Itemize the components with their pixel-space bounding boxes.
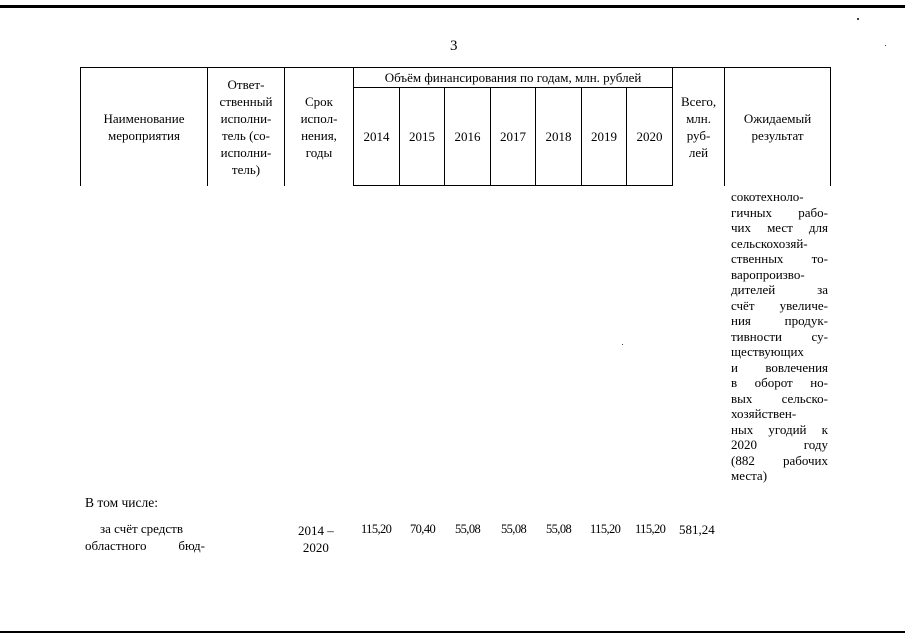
row-value-2015: 70,40	[410, 522, 436, 536]
row-value-2019: 115,20	[590, 522, 621, 536]
row-value-2016: 55,08	[455, 522, 481, 536]
scan-speck	[622, 344, 623, 345]
header-year-2017: 2017	[491, 88, 536, 186]
bottom-rule	[0, 631, 905, 633]
row-value-2018: 55,08	[546, 522, 572, 536]
header-name-cell: Наименование мероприятия	[81, 68, 208, 186]
row-value-2020: 115,20	[635, 522, 666, 536]
row-value-2014: 115,20	[361, 522, 392, 536]
scan-speck	[857, 18, 859, 20]
table-header	[80, 67, 831, 186]
header-year-2016: 2016	[445, 88, 491, 186]
subheading: В том числе:	[85, 495, 158, 510]
page-number: 3	[450, 38, 458, 54]
header-executor-cell: Ответ- ственный исполни- тель (со- исполни- тель)	[208, 68, 285, 186]
header-result-cell: Ожидаемый результат	[725, 68, 831, 186]
row-period: 2014 – 2020	[298, 523, 334, 555]
scan-speck	[885, 45, 886, 46]
header-year-2019: 2019	[582, 88, 627, 186]
row-value-2017: 55,08	[501, 522, 527, 536]
expected-result-text: сокотехноло- гичных рабо- чих мест для сельскохозяй- ственных то- варопроизво- дителей за счёт увеличе- ния продук- тивности су- ществующих и вовлечения в оборот но- вых сельско- хозяйствен- ных угодий к 2020 году (882 рабочих места)	[731, 189, 828, 483]
header-total-cell: Всего, млн. руб- лей	[673, 68, 725, 186]
header-funding-group: Объём финансирования по годам, млн. рублей	[354, 68, 673, 88]
header-year-2015: 2015	[400, 88, 445, 186]
header-year-2014: 2014	[354, 88, 400, 186]
header-year-2020: 2020	[627, 88, 673, 186]
top-rule	[0, 5, 905, 8]
row-total: 581,24	[679, 522, 715, 537]
header-term-cell: Срок испол- нения, годы	[285, 68, 354, 186]
header-year-2018: 2018	[536, 88, 582, 186]
row-name: за счёт средств областного бюд-	[85, 521, 205, 553]
